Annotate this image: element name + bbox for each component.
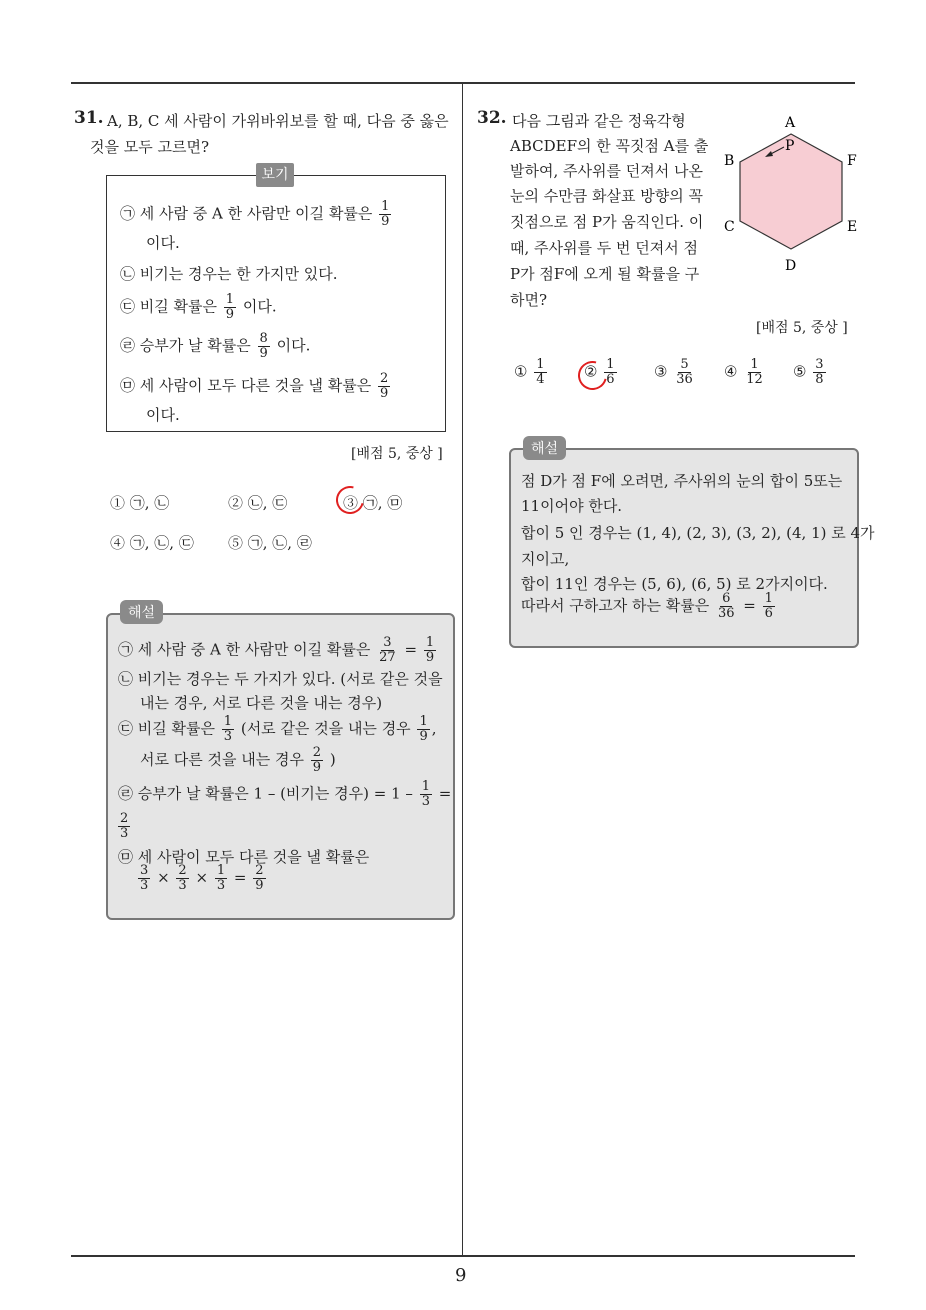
choice-5[interactable]: ⑤ $\frac{3}{8}$ — [793, 357, 824, 387]
vertex-label-A: A — [785, 115, 796, 131]
bogi-item-cont: 이다. — [146, 234, 180, 252]
question-stem: A, B, C 세 사람이 가위바위보를 할 때, 다음 중 옳은 — [107, 112, 449, 130]
solution-line: ㉠ 세 사람 중 A 한 사람만 이길 확률은 $\frac{3}{27}$ = $\frac{1}{9}$ — [118, 635, 435, 665]
question-number: 32. — [477, 108, 507, 128]
vertex-label-C: C — [724, 219, 735, 235]
solution-line: 합이 5 인 경우는 (1, 4), (2, 3), (3, 2), (4, 1) 로 4가 — [521, 524, 875, 542]
question-stem: 눈의 수만큼 화살표 방향의 꼭 — [510, 187, 703, 205]
choice-5[interactable]: ⑤ ㉠, ㉡, ㉣ — [228, 534, 312, 552]
vertex-label-D: D — [785, 258, 797, 274]
solution-line: ㉢ 비길 확률은 $\frac{1}{3}$ (서로 같은 것을 내는 경우 $\frac{1}{9}$ , — [118, 714, 437, 744]
question-stem: 발하여, 주사위를 던져서 나온 — [510, 162, 703, 180]
top-rule — [71, 82, 855, 84]
choice-3[interactable]: ③ ㉠, ㉤ — [343, 494, 403, 512]
solution-label: 해설 — [120, 600, 163, 624]
solution-line: ㉡ 비기는 경우는 두 가지가 있다. (서로 같은 것을 — [118, 670, 443, 688]
solution-line: 따라서 구하고자 하는 확률은 $\frac{6}{36}$ = $\frac{1}{6}$ — [521, 591, 773, 621]
question-stem: 것을 모두 고르면? — [90, 138, 210, 156]
solution-line: 11이어야 한다. — [521, 497, 623, 515]
solution-line: 합이 11인 경우는 (5, 6), (6, 5) 로 2가지이다. — [521, 575, 828, 593]
question-stem: 짓점으로 점 P가 움직인다. 이 — [510, 213, 704, 231]
score-label: [배점 5, 중상 ] — [756, 320, 848, 336]
question-stem: P가 점F에 오게 될 확률을 구 — [510, 265, 700, 283]
question-stem: 하면? — [510, 291, 548, 309]
column-divider — [462, 84, 463, 1257]
choice-3[interactable]: ③ $\frac{5}{36}$ — [654, 357, 693, 387]
solution-line: 점 D가 점 F에 오려면, 주사위의 눈의 합이 5또는 — [521, 472, 843, 490]
question-stem: 다음 그림과 같은 정육각형 — [512, 112, 686, 130]
solution-line: ㉣ 승부가 날 확률은 1 – (비기는 경우) = 1 – $\frac{1}{3}$ = — [118, 779, 452, 809]
bogi-item: ㉤ 세 사람이 모두 다른 것을 낼 확률은 $\frac{2}{9}$ — [120, 371, 389, 401]
choice-2[interactable]: ② $\frac{1}{6}$ — [584, 357, 615, 387]
vertex-label-B: B — [724, 153, 735, 169]
bottom-rule — [71, 1255, 855, 1257]
bogi-item: ㉢ 비길 확률은 $\frac{1}{9}$ 이다. — [120, 292, 277, 322]
choice-1[interactable]: ① ㉠, ㉡ — [110, 494, 170, 512]
choice-2[interactable]: ② ㉡, ㉢ — [228, 494, 288, 512]
solution-line: 지이고, — [521, 550, 570, 568]
solution-line: 내는 경우, 서로 다른 것을 내는 경우) — [140, 694, 383, 712]
question-stem: ABCDEF의 한 꼭짓점 A를 출 — [510, 137, 709, 155]
choice-4[interactable]: ④ ㉠, ㉡, ㉢ — [110, 534, 194, 552]
page-number: 9 — [455, 1265, 467, 1286]
solution-line: 서로 다른 것을 내는 경우 $\frac{2}{9}$ ) — [140, 745, 336, 775]
point-label-P: P — [785, 138, 795, 154]
bogi-item: ㉣ 승부가 날 확률은 $\frac{8}{9}$ 이다. — [120, 331, 311, 361]
solution-label: 해설 — [523, 436, 566, 460]
bogi-item: ㉠ 세 사람 중 A 한 사람만 이길 확률은 $\frac{1}{9}$ — [120, 199, 390, 229]
bogi-item-cont: 이다. — [146, 406, 180, 424]
solution-line: ㉤ 세 사람이 모두 다른 것을 낼 확률은 — [118, 848, 370, 866]
question-stem: 때, 주사위를 두 번 던져서 점 — [510, 239, 698, 257]
solution-line: $\frac{2}{3}$ — [120, 811, 129, 841]
choice-1[interactable]: ① $\frac{1}{4}$ — [514, 357, 545, 387]
hexagon-diagram — [715, 110, 865, 280]
bogi-item: ㉡ 비기는 경우는 한 가지만 있다. — [120, 265, 338, 283]
score-label: [배점 5, 중상 ] — [351, 446, 443, 462]
bogi-label: 보기 — [256, 163, 294, 187]
choice-4[interactable]: ④ $\frac{1}{12}$ — [724, 357, 763, 387]
vertex-label-E: E — [847, 219, 858, 235]
vertex-label-F: F — [847, 153, 857, 169]
solution-line: $\frac{3}{3}$ × $\frac{2}{3}$ × $\frac{1}{3}$ = $\frac{2}{9}$ — [140, 863, 264, 893]
answer-circle-mark — [331, 481, 369, 519]
question-number: 31. — [74, 108, 104, 128]
